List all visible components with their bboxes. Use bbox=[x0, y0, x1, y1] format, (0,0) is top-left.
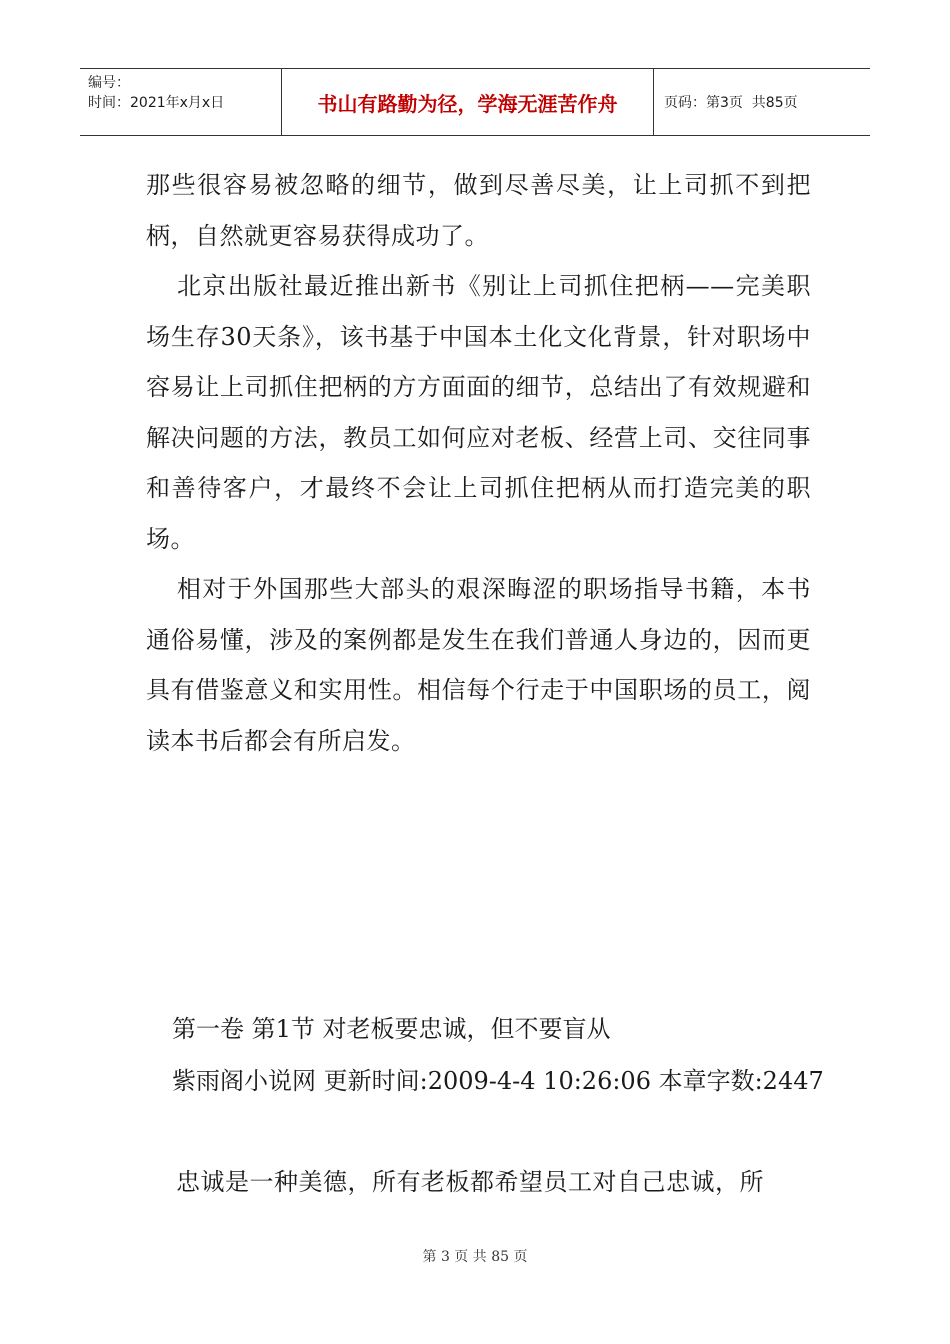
header-page-info: 页码：第3页 共85页 bbox=[664, 95, 798, 111]
paragraph-3: 相对于外国那些大部头的艰深晦涩的职场指导书籍，本书通俗易懂，涉及的案例都是发生在我们普通人身边的，因而更具有借鉴意义和实用性。相信每个行走于中国职场的员工，阅读本书后都会有所启发。 bbox=[146, 575, 811, 755]
header-motto: 书山有路勤为径，学海无涯苦作舟 bbox=[282, 69, 654, 135]
chapter-title: 第一卷 第1节 对老板要忠诚，但不要盲从 bbox=[172, 1015, 611, 1043]
page-header bbox=[80, 68, 870, 136]
paragraph-4: 忠诚是一种美德，所有老板都希望员工对自己忠诚，所 bbox=[176, 1168, 764, 1196]
header-meta-cell bbox=[80, 69, 282, 135]
chapter-meta: 紫雨阁小说网 更新时间:2009-4-4 10:26:06 本章字数:2447 bbox=[172, 1067, 824, 1095]
header-page-cell bbox=[654, 69, 870, 135]
document-number-label: 编号： bbox=[88, 75, 130, 91]
paragraph-1: 那些很容易被忽略的细节，做到尽善尽美，让上司抓不到把柄，自然就更容易获得成功了。 bbox=[146, 171, 811, 250]
document-body bbox=[146, 160, 811, 766]
paragraph-2: 北京出版社最近推出新书《别让上司抓住把柄——完美职场生存30天条》，该书基于中国本土化文化背景，针对职场中容易让上司抓住把柄的方方面面的细节，总结出了有效规避和解决问题的方法，教员工如何应对老板、经营上司、交往同事和善待客户，才最终不会让上司抓住把柄从而打造完美的职场。 bbox=[146, 272, 811, 553]
document-time-label: 时间：2021年x月x日 bbox=[88, 95, 225, 111]
page-footer: 第 3 页 共 85 页 bbox=[422, 1249, 528, 1265]
